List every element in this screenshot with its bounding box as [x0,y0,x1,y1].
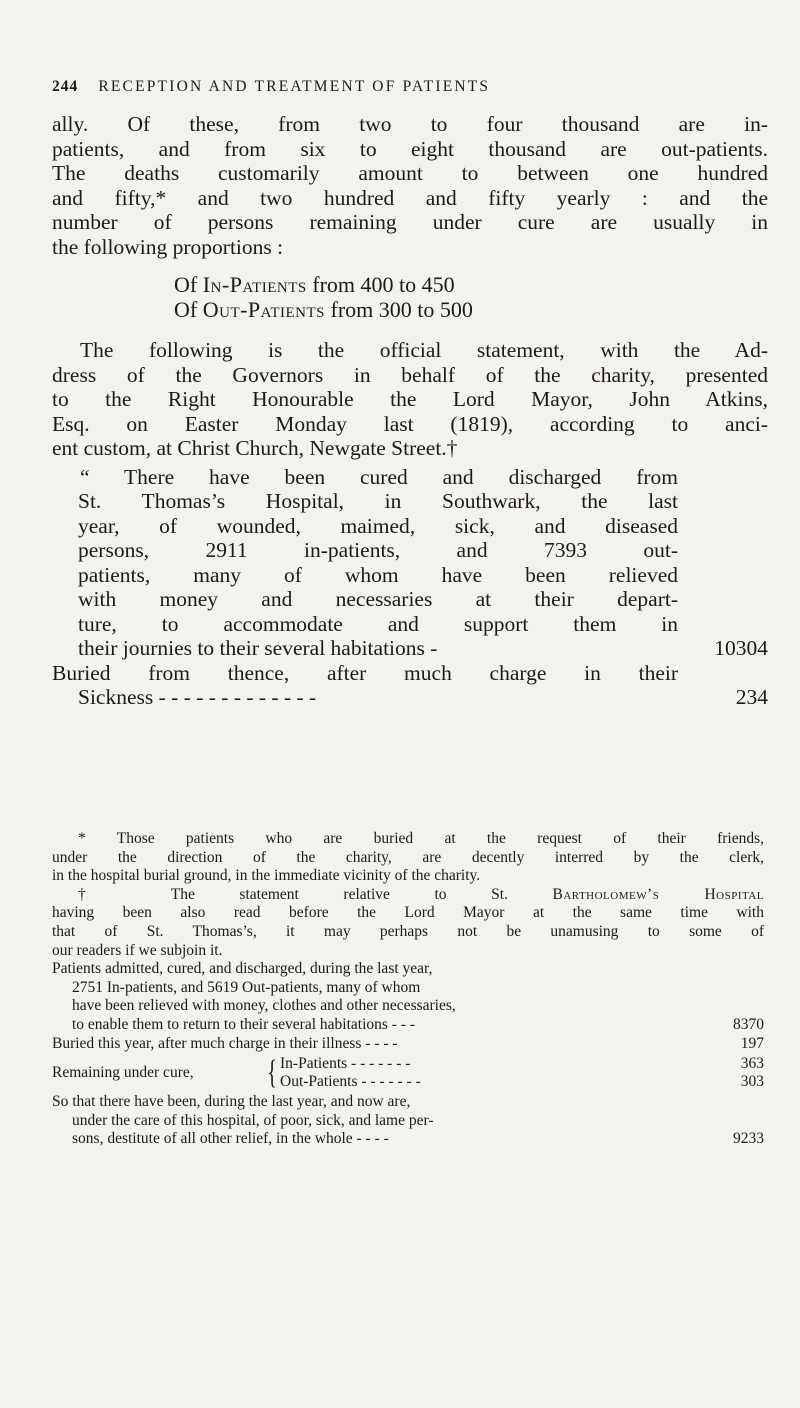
text-line: that of St. Thomas’s, it may perhaps not be unamusing to some of [52,922,764,940]
running-title: RECEPTION AND TREATMENT OF PATIENTS [98,78,491,95]
text-line: ally. Of these, from two to four thousand are in- [52,112,768,136]
statement-total-row: their journies to their several habitations - 10304 [78,636,768,660]
admitted-value: 8370 [733,1015,764,1033]
text-line: ture, to accommodate and support them in [78,611,678,636]
main-text [52,112,768,710]
text-line: having been also read before the Lord Mayor at the same time with [52,904,764,922]
buried-value: 197 [740,1034,764,1052]
text-line: patients, and from six to eight thousand are out-patients. [52,136,768,161]
text-line: and fifty,* and two hundred and fifty yearly : and the [52,185,768,210]
official-statement [52,465,768,710]
remaining-label: Remaining under cure, [52,1063,194,1081]
buried-total-value: 234 [735,685,768,709]
text-line: the following proportions : [52,234,284,259]
statement-entry-buried [52,661,768,710]
text-line: ent custom, at Christ Church, Newgate Street.† [52,436,458,460]
text-line: Buried from thence, after much charge in their [52,660,678,685]
text-line: Esq. on Easter Monday last (1819), according to anci- [52,411,768,436]
footnotes [52,830,764,1149]
remaining-out-patients-row: Out-Patients - - - - - - - 303 [280,1073,764,1091]
text-line: † The statement relative to St. Bartholomew’s Hospital [78,885,764,903]
text-line: The following is the official statement, with the Ad- [80,338,768,362]
admitted-row: to enable them to return to their several habitations - - - 8370 [72,1015,764,1033]
text-line: with money and necessaries at their depart- [78,587,678,611]
text-line: number of persons remaining under cure are usually in [52,210,768,234]
text-line: have been relieved with money, clothes and other necessaries, [72,997,456,1015]
proportion-in-patients: Of In-Patients from 400 to 450 [174,272,455,297]
statement-total-row: Sickness - - - - - - - - - - - - - 234 [78,685,768,709]
text-line: patients, many of whom have been relieved [78,562,678,587]
page-number: 244 [52,78,79,95]
total-row: sons, destitute of all other relief, in the whole - - - - 9233 [72,1130,764,1148]
text-line: 2751 In-patients, and 5619 Out-patients, many of whom [72,978,421,996]
text-line: year, of wounded, maimed, sick, and diseased [78,513,678,538]
text-line: in the hospital burial ground, in the immediate vicinity of the charity. [52,867,481,885]
text-line: our readers if we subjoin it. [52,941,223,959]
footnote-dagger [52,886,764,960]
text-line: * Those patients who are buried at the request of their friends, [78,830,764,847]
text-line: Patients admitted, cured, and discharged, during the last year, [52,960,433,978]
text-line: under the care of this hospital, of poor, sick, and lame per- [72,1111,434,1129]
footnote-asterisk [52,830,764,886]
proportions-list [52,273,768,322]
text-line: St. Thomas’s Hospital, in Southwark, the last [78,489,678,513]
text-line: dress of the Governors in behalf of the charity, presented [52,362,768,387]
bartholomew-table [52,960,764,1149]
paragraph-statement-intro [52,338,768,461]
text-line: under the direction of the charity, are decently interred by the clerk, [52,848,764,866]
remaining-under-cure [52,1053,764,1093]
total-value: 9233 [733,1130,764,1148]
brace-icon: { [267,1054,277,1092]
paragraph-intro [52,112,768,259]
statement-entry-cured [52,465,768,661]
proportion-out-patients: Of Out-Patients from 300 to 500 [174,296,473,322]
text-line: to the Right Honourable the Lord Mayor, John Atkins, [52,387,768,411]
text-line: “ There have been cured and discharged from [80,464,678,489]
page-header [52,78,752,96]
buried-row: Buried this year, after much charge in their illness - - - - 197 [52,1034,764,1052]
text-line: So that there have been, during the last year, and now are, [52,1093,411,1111]
text-line: The deaths customarily amount to between one hundred [52,161,768,185]
remaining-in-patients-row: In-Patients - - - - - - - 363 [280,1054,764,1072]
cured-total-value: 10304 [714,636,768,660]
text-line: persons, 2911 in-patients, and 7393 out- [78,538,678,562]
